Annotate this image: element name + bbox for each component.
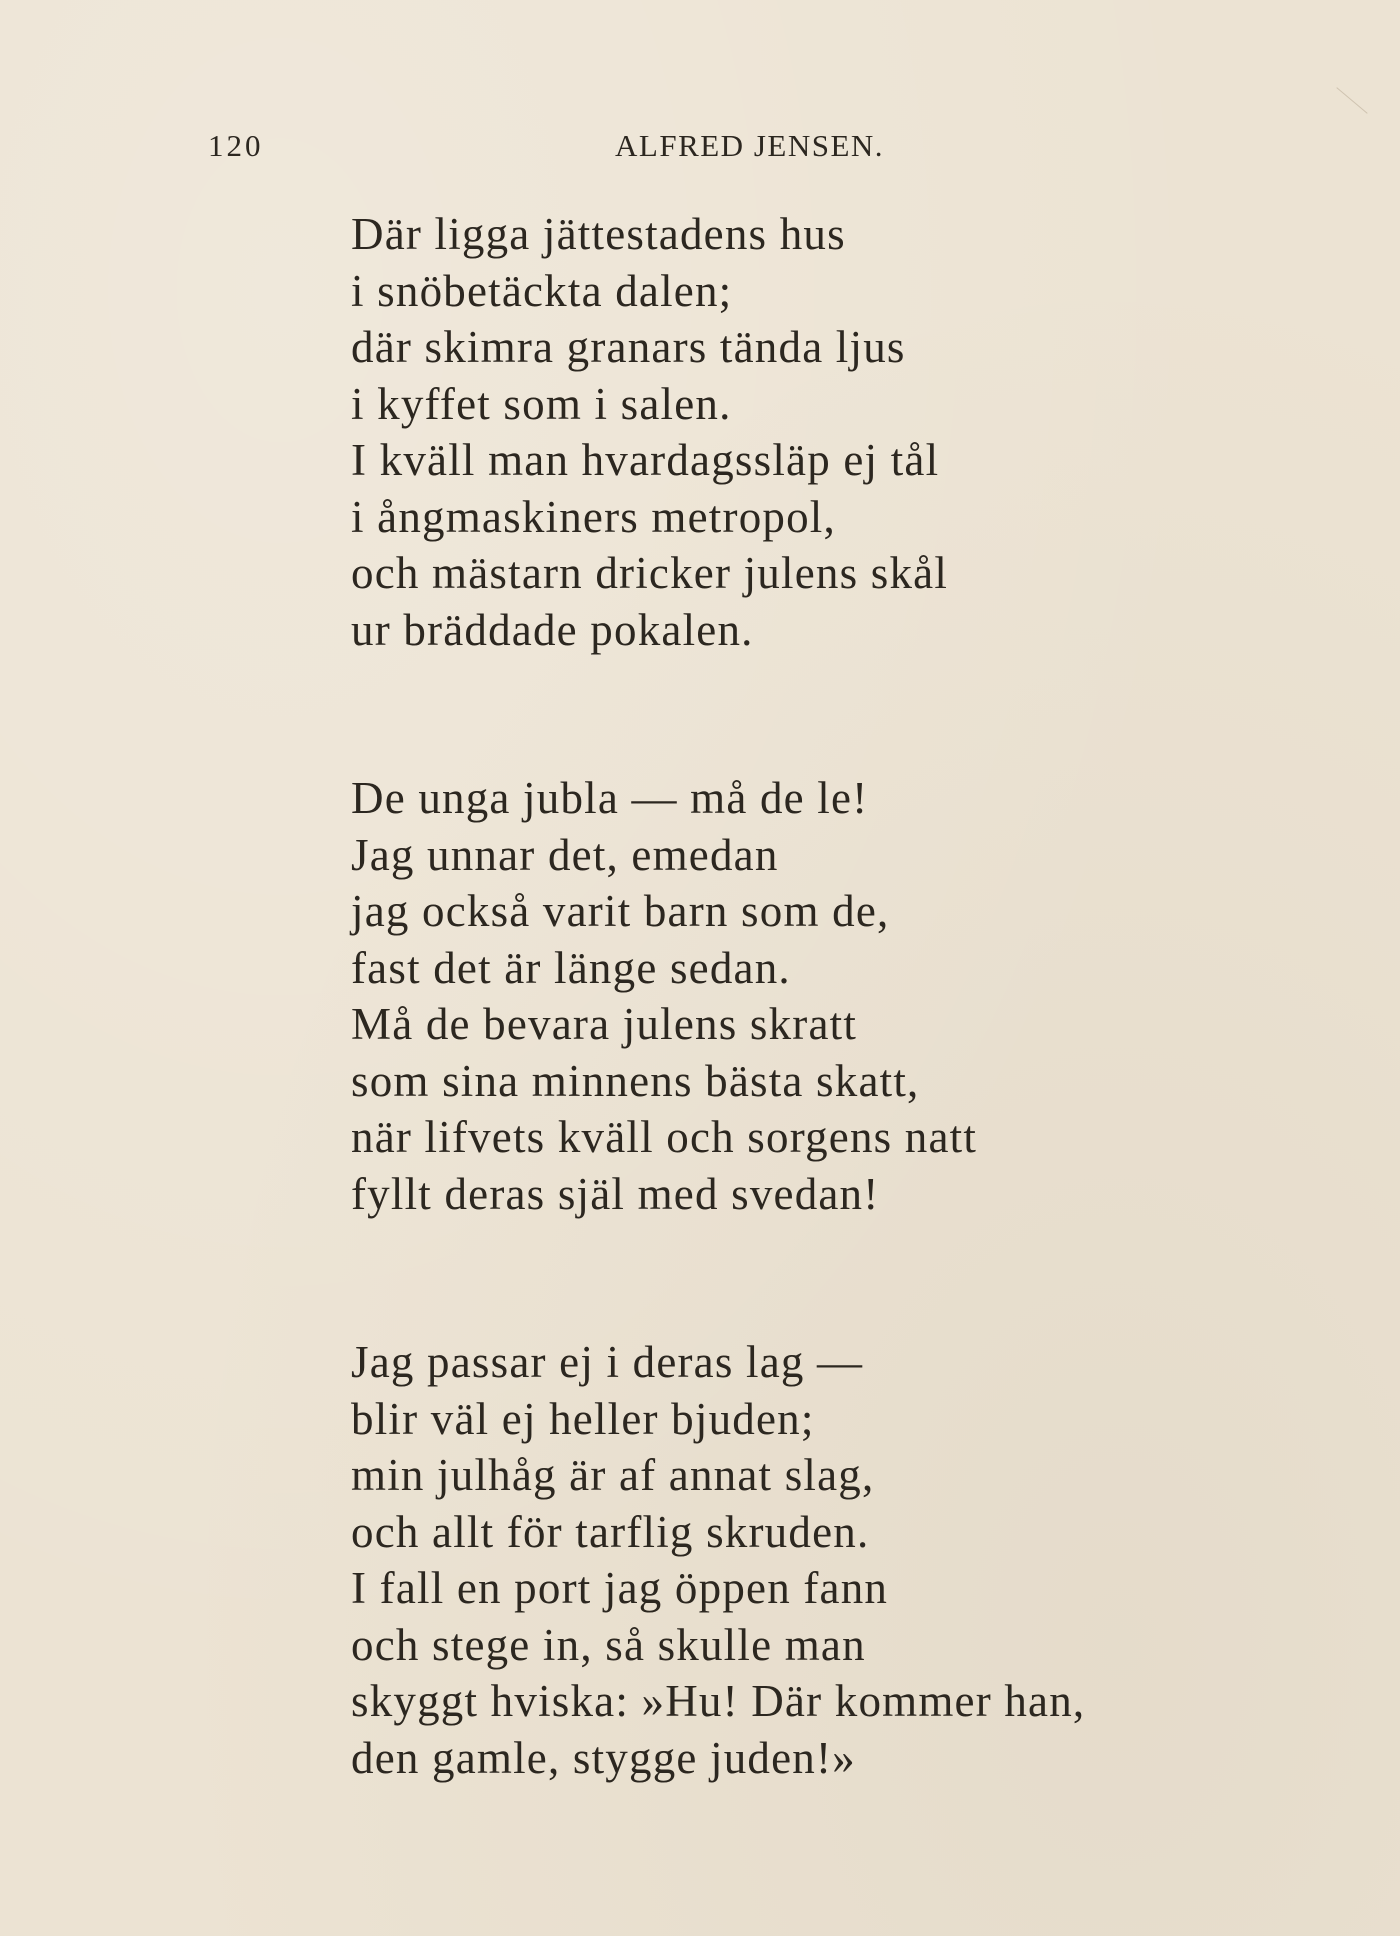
poem-line: ur bräddade pokalen. <box>351 604 754 655</box>
poem-line: De unga jubla — må de le! <box>351 773 869 823</box>
poem-line: Jag unnar det, emedan <box>351 829 779 880</box>
stanza-1 <box>351 206 1351 658</box>
poem-line: Jag passar ej i deras lag — <box>351 1337 864 1387</box>
poem-line: fast det är länge sedan. <box>351 942 791 993</box>
poem-line: där skimra granars tända ljus <box>351 322 906 372</box>
poem-line: i snöbetäckta dalen; <box>351 265 733 316</box>
stanza-2 <box>351 770 1351 1222</box>
page-header <box>0 128 1400 178</box>
poem-line: min julhåg är af annat slag, <box>351 1450 875 1500</box>
poem-line: och mästarn dricker julens skål <box>351 548 949 598</box>
poem-line: och stege in, så skulle man <box>351 1619 866 1670</box>
poem-line: I fall en port jag öppen fann <box>351 1563 889 1613</box>
poem-line: som sina minnens bästa skatt, <box>351 1055 920 1106</box>
poem-line: Där ligga jättestadens hus <box>351 209 846 259</box>
poem-line: fyllt deras själ med svedan! <box>351 1168 880 1219</box>
poem-line: skyggt hviska: »Hu! Där kommer han, <box>351 1676 1086 1726</box>
page-fold-mark <box>1336 87 1367 113</box>
running-title: ALFRED JENSEN. <box>615 128 885 163</box>
poem-line: I kväll man hvardagssläp ej tål <box>351 435 940 485</box>
poem <box>351 206 1351 1786</box>
poem-line: jag också varit barn som de, <box>351 886 890 936</box>
poem-line: och allt för tarflig skruden. <box>351 1506 870 1557</box>
poem-line: den gamle, stygge juden!» <box>351 1732 856 1783</box>
stanza-3 <box>351 1334 1351 1786</box>
page-number: 120 <box>208 128 264 163</box>
poem-line: Må de bevara julens skratt <box>351 999 858 1049</box>
poem-line: blir väl ej heller bjuden; <box>351 1393 815 1444</box>
poem-line: i ångmaskiners metropol, <box>351 491 836 542</box>
poem-line: när lifvets kväll och sorgens natt <box>351 1112 978 1162</box>
poem-line: i kyffet som i salen. <box>351 378 732 429</box>
